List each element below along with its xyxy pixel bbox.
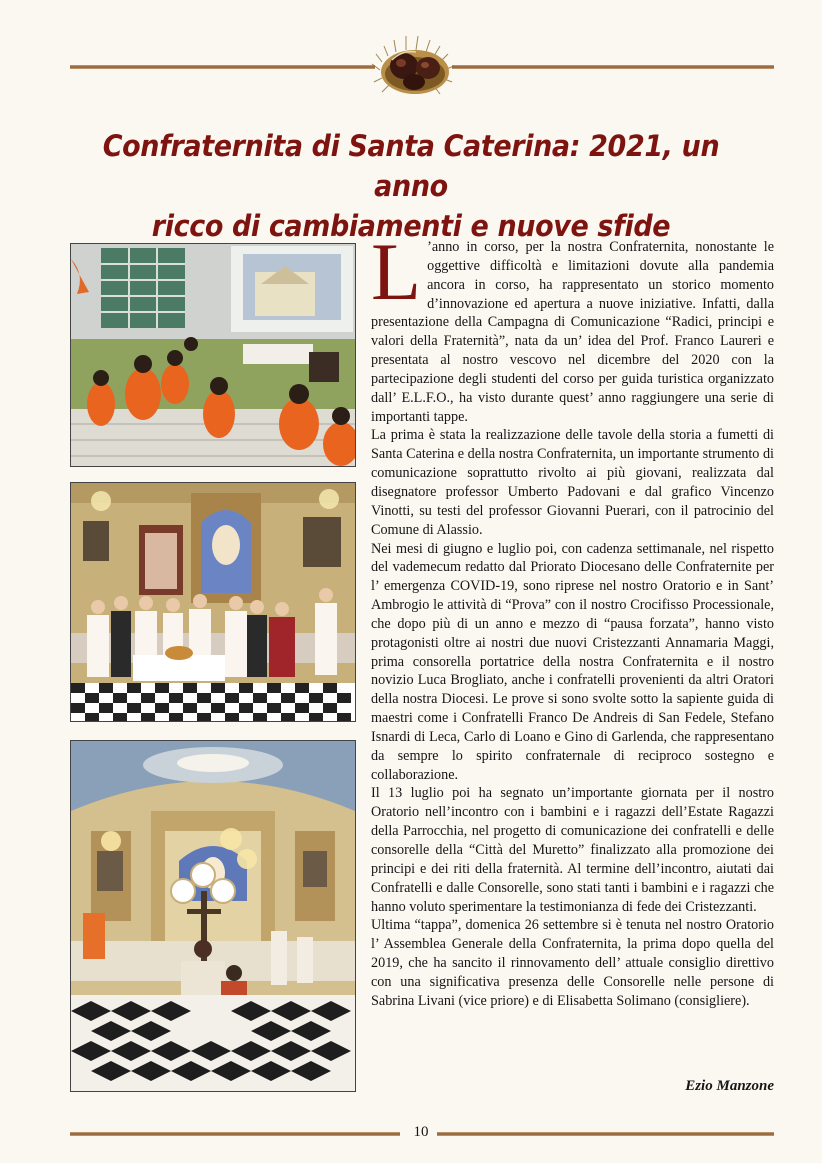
article-paragraph xyxy=(371,226,774,426)
photo-church-interior xyxy=(70,740,356,1092)
title-line-2: ricco di cambiamenti e nuove sfide xyxy=(151,209,671,243)
drop-cap: L xyxy=(371,226,422,317)
article-paragraph-text: ’anno in corso, per la nostra Confraternita, nonostante le oggettive difficoltà e limitazioni dovute alla pandemia ancora in corso, ha rappresentato un storico momento d’innovazione ed apertura a nuove iniziative. Infatti, dalla presentazione della Campagna di Comunicazione “Radici, principi e valori della Fraternità”, nata da un’ idea del Prof. Franco Laureri e presentata al nostro vescovo nel dicembre del 2020 con la partecipazione degli studenti del corso per guida turistica organizzato dall’ E.L.F.O., ha visto durante quest’ anno raggiungere una serie di importanti tappe. xyxy=(371,239,774,425)
bottom-divider-left xyxy=(70,1132,400,1136)
article-paragraph: Nei mesi di giugno e luglio poi, con cadenza settimanale, nel rispetto del vademecum redatto dal Priorato Diocesano delle Confraternite per l’ emergenza COVID-19, sono riprese nel nostro Oratorio e in Sant’ Ambrogio le attività di “Prova” con il nostro Crocifisso Processionale, che dopo più di un anno e mezzo di “pausa forzata”, hanno visto protagonisti oltre ai nostri due nuovi Cristezzanti Annamaria Maggi, prima consorella portatrice della nostra Confraternita e il nostro novizio Luca Brogliato, anche i confratelli provenienti da altri Oratori della nostra Diocesi. Le prove si sono svolte sotto la sapiente guida di maestri come i Confratelli Franco De Andreis di San Fedele, Stefano Isnardi di Leca, Carlo di Loano e Gino di Garlenda, che rappresentano da sempre lo spirito confraternale di reciproco sostegno e collaborazione. xyxy=(371,540,774,783)
photo-altar-group xyxy=(70,482,356,722)
article-body xyxy=(371,226,774,1011)
author-signature: Ezio Manzone xyxy=(685,1078,774,1094)
article-paragraph: La prima è stata la realizzazione delle tavole della storia a fumetti di Santa Caterina e della nostra Confraternita, un importante strumento di comunicazione soprattutto rivolto ai più giovani, realizzata dal disegnatore professor Umberto Padovani e dal grafico Vincenzo Vinotti, su testi del professor Giovanni Puerari, con il patrocinio del Comune di Alassio. xyxy=(371,427,774,538)
article-paragraph: Il 13 luglio poi ha segnato un’importante giornata per il nostro Oratorio nell’incontro con i bambini e i ragazzi dell’Estate Ragazzi della Parrocchia, nel progetto di comunicazione dei confratelli e delle consorelle della “Città del Muretto” finalizzato alla promozione dei principi e dei riti della fraternità. Al termine dell’incontro, aiutati dai Confratelli e dalle Consorelle, sono stati tanti i bambini e i ragazzi che hanno voluto sperimentare la testimonianza di fede dei Cristezzanti. xyxy=(371,785,774,915)
title-line-1: Confraternita di Santa Caterina: 2021, un anno xyxy=(102,129,720,203)
photo-classroom-presentation xyxy=(70,243,356,467)
chestnut-icon xyxy=(370,30,460,102)
top-divider-right xyxy=(452,65,774,69)
page-number: 10 xyxy=(413,1124,429,1140)
bottom-divider-right xyxy=(437,1132,774,1136)
article-paragraph: Ultima “tappa”, domenica 26 settembre si è tenuta nel nostro Oratorio l’ Assemblea Generale della Confraternita, la prima dopo quella del 2019, che ha sancito il rinnovamento dell’ attuale consiglio direttivo con una significativa presenza delle Consorelle nelle persone di Sabrina Livani (vice priore) e di Elisabetta Solimano (consigliere). xyxy=(371,917,774,1009)
top-divider-left xyxy=(70,65,375,69)
